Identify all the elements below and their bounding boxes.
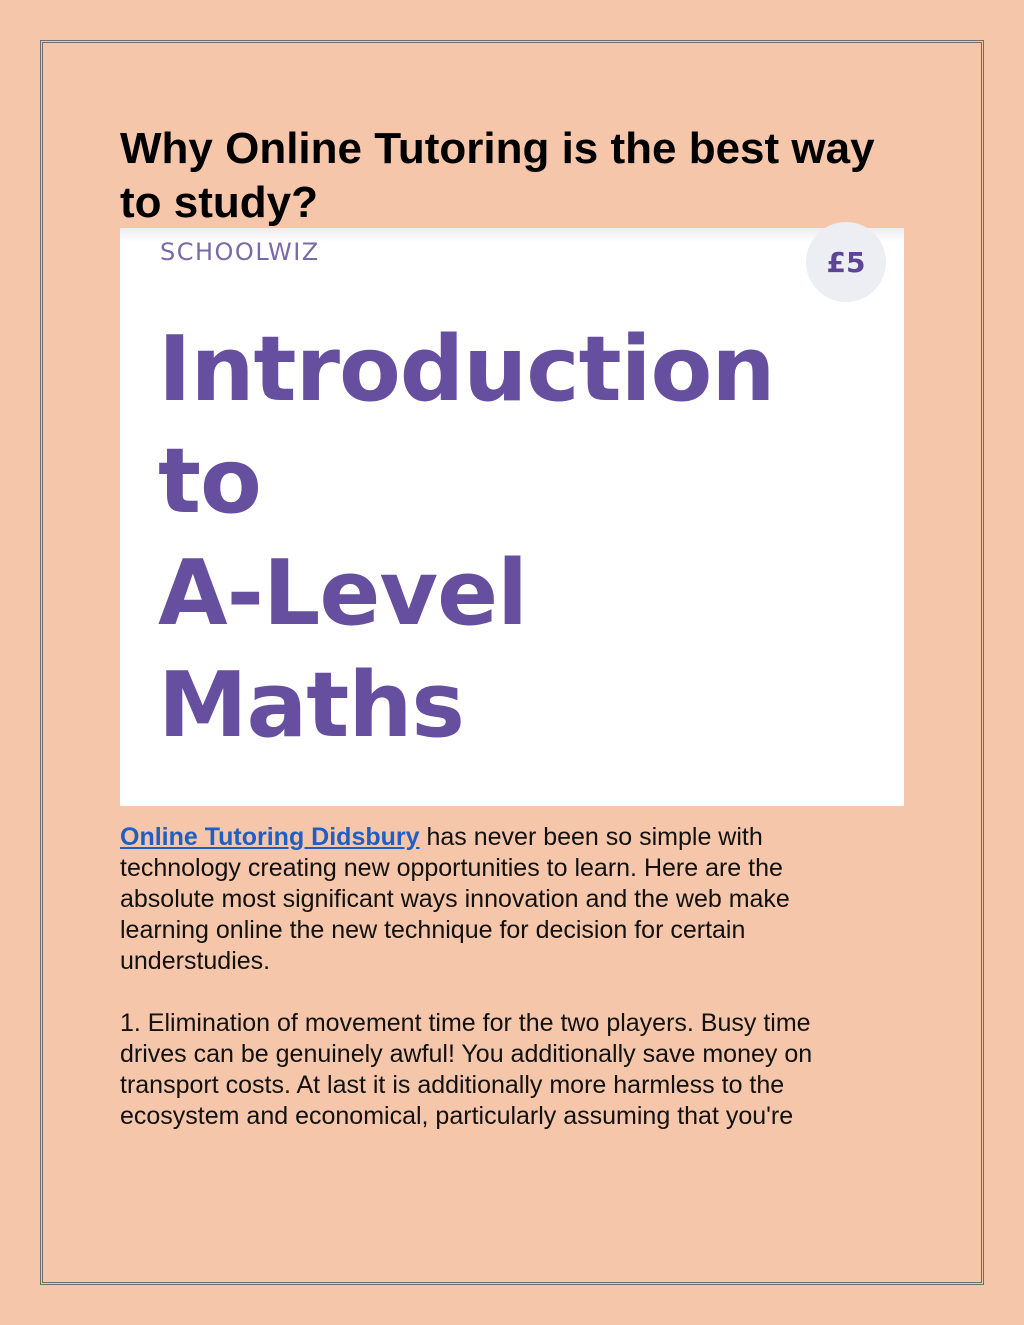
page-title: Why Online Tutoring is the best way to study? (120, 124, 875, 227)
price-badge: £5 (806, 222, 886, 302)
point-1-paragraph: 1. Elimination of movement time for the two players. Busy time drives can be genuinely awful! You additionally save money on transport costs. At last it is additionally more harmless to the ecosystem and economical, particularly assuming that you're (120, 1009, 813, 1130)
course-title-line: Maths (158, 653, 464, 758)
intro-paragraph (120, 822, 880, 977)
course-title-line: to (158, 429, 261, 534)
online-tutoring-didsbury-link[interactable]: Online Tutoring Didsbury (120, 823, 420, 851)
brand-logo-text: SCHOOLWIZ (160, 238, 320, 266)
article-body (120, 822, 880, 1163)
course-title-line: A-Level (158, 541, 527, 646)
course-title-line: Introduction (158, 317, 775, 422)
course-promo-image (120, 228, 904, 806)
intro-text: has never been so simple with technology creating new opportunities to learn. Here are the absolute most significant ways innovation and the web make learning online the new technique for decision for certain understudies. (120, 823, 790, 975)
course-title (158, 314, 774, 762)
